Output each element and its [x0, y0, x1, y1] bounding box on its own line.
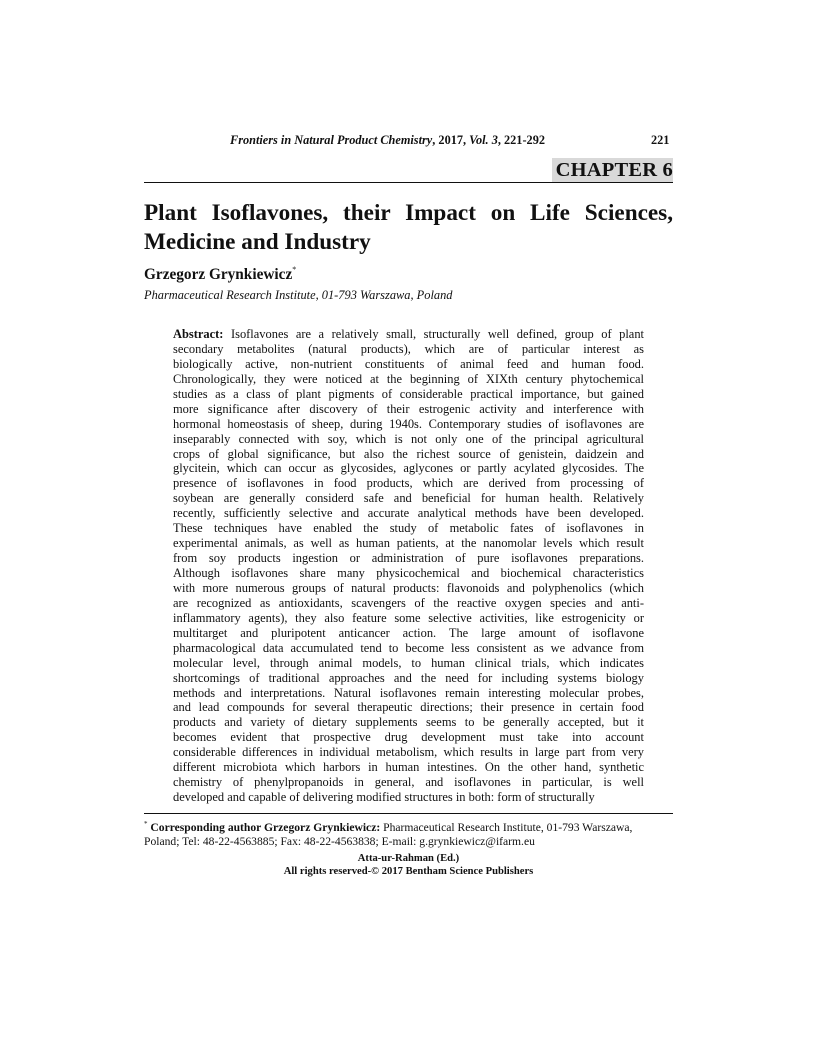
abstract-line-text: and lead compounds for several therapeutic directions; their presence in certain food: [173, 700, 644, 715]
abstract-line-text: secondary metabolites (natural products), which are of particular interest as: [173, 341, 644, 356]
footnote-mark: *: [144, 820, 148, 828]
abstract-line-text: pharmacological data accumulated tend to become less consistent as we advance from: [173, 640, 644, 655]
abstract-line: [173, 476, 644, 491]
abstract-line: [173, 342, 644, 357]
abstract-line: [173, 581, 644, 596]
abstract-line-text: biologically active, non-nutrient constituents of animal feed and human food.: [173, 356, 644, 371]
abstract-line: [173, 626, 644, 641]
abstract-line: [173, 730, 644, 745]
abstract-line: [173, 641, 644, 656]
abstract-line: [173, 506, 644, 521]
abstract-line: [173, 760, 644, 775]
abstract-line: [173, 700, 644, 715]
abstract-line-text: hormonal homeostasis of sheep, during 1940s. Contemporary studies of isoflavones are: [173, 416, 644, 431]
abstract-line: [173, 372, 644, 387]
footnote-label: Corresponding author Grzegorz Grynkiewicz:: [147, 821, 381, 834]
author-footnote-mark: *: [292, 265, 297, 274]
abstract-line: [173, 715, 644, 730]
abstract-line-text: Chronologically, they were noticed at the beginning of XIXth century phytochemical: [173, 371, 644, 386]
abstract-line-text: considerable differences in individual metabolism, which results in large part from very: [173, 745, 644, 760]
abstract-line: [173, 566, 644, 581]
journal-name: Frontiers in Natural Product Chemistry: [230, 133, 433, 147]
abstract-line: [173, 387, 644, 402]
abstract-line-text: are recognized as antioxidants, scavengers of the reactive oxygen species and anti-: [173, 595, 644, 610]
abstract-line: [173, 551, 644, 566]
journal-volume: Vol. 3: [469, 133, 498, 147]
abstract-line-text: soybean are generally considerd safe and beneficial for human health. Relatively: [173, 491, 644, 506]
editor-name: Atta-ur-Rahman (Ed.): [357, 853, 460, 864]
author-line: [144, 265, 296, 284]
header-rule: [144, 182, 673, 183]
abstract-line: [173, 447, 644, 462]
abstract-line-text: from soy products ingestion or administration of pure isoflavones preparations.: [173, 551, 644, 566]
abstract-line-text: inflammatory agents), they also feature some selective activities, like estrogenicity or: [173, 610, 644, 625]
abstract-line-text: experimental animals, as well as human patients, at the nanomolar levels which result: [173, 536, 644, 551]
abstract-line: [173, 671, 644, 686]
abstract-line-text: molecular level, through animal models, to human clinical trials, which indicates: [173, 655, 644, 670]
abstract-line-text: inseparably connected with soy, which is not only one of the principal agricultural: [173, 431, 644, 446]
author-name: Grzegorz Grynkiewicz: [144, 266, 293, 283]
copyright-line: All rights reserved-© 2017 Bentham Science Publishers: [283, 866, 534, 877]
abstract-line: [173, 536, 644, 551]
footnote-line-1: [144, 817, 673, 835]
footnote: [144, 817, 673, 849]
footnote-rule: [144, 813, 673, 814]
abstract-line-text: more significance after discovery of their estrogenic activity and interference with: [173, 401, 644, 416]
page-number: 221: [651, 133, 670, 147]
journal-year: , 2017,: [432, 133, 470, 147]
abstract-line-text: presence of isoflavones in food products, which are derived from processing of: [173, 476, 644, 491]
abstract-line: [173, 656, 644, 671]
footnote-line-2: Poland; Tel: 48-22-4563885; Fax: 48-22-4563838; E-mail: g.grynkiewicz@ifarm.eu: [144, 835, 535, 848]
abstract-label: Abstract:: [173, 327, 224, 341]
abstract-line: [173, 521, 644, 536]
footnote-address: Pharmaceutical Research Institute, 01-793 Warszawa,: [380, 821, 633, 834]
abstract-line: [173, 461, 644, 476]
abstract-line-text: crops of global significance, but also the richest source of genistein, daidzein and: [173, 446, 644, 461]
abstract-line-text: becomes evident that prospective drug development must take into account: [173, 730, 644, 745]
abstract-line: [173, 775, 644, 790]
abstract-line: [173, 327, 644, 342]
abstract-line-text: shortcomings of traditional approaches and the need for including systems biology: [173, 670, 644, 685]
abstract-line: [173, 491, 644, 506]
abstract-line-text: recently, sufficiently selective and accurate analytical methods have been developed.: [173, 506, 644, 521]
running-header: [230, 133, 560, 148]
chapter-title: Plant Isoflavones, their Impact on Life Sciences, Medicine and Industry: [144, 200, 673, 255]
abstract-line: [173, 611, 644, 626]
abstract-line-text: Isoflavones are a relatively small, structurally well defined, group of plant: [223, 327, 644, 341]
abstract-line: [173, 745, 644, 760]
abstract-line-text: studies as a class of plant pigments of considerable practical importance, but gained: [173, 386, 644, 401]
abstract-line: [173, 596, 644, 611]
abstract-line: [173, 357, 644, 372]
abstract-line: [173, 790, 644, 805]
abstract-line: [173, 402, 644, 417]
abstract-line-text: multitarget and pluripotent anticancer action. The large amount of isoflavone: [173, 625, 644, 640]
journal-pages: , 221-292: [497, 133, 545, 147]
abstract: [173, 327, 644, 805]
abstract-line-text: These techniques have enabled the study of metabolic fates of isoflavones in: [173, 521, 644, 536]
abstract-line-text: products and variety of dietary supplements seems to be generally accepted, but it: [173, 715, 644, 730]
abstract-line: [173, 417, 644, 432]
abstract-line-text: with more numerous groups of natural products: flavonoids and polyphenolics (which: [173, 580, 644, 595]
chapter-label: CHAPTER 6: [552, 158, 673, 182]
abstract-line-text: Although isoflavones share many physicochemical and biochemical characteristics: [173, 566, 644, 580]
author-affiliation: Pharmaceutical Research Institute, 01-793 Warszawa, Poland: [144, 288, 453, 302]
abstract-line: [173, 686, 644, 701]
abstract-line-text: methods and interpretations. Natural isoflavones remain interesting molecular probes,: [173, 685, 644, 700]
abstract-line-text: different microbiota which harbors in human intestines. On the other hand, synthetic: [173, 760, 644, 775]
abstract-line-text: glycitein, which can occur as glycosides, aglycones or partly acylated glycosides. The: [173, 461, 644, 476]
editor-credit: [144, 852, 673, 878]
abstract-line: [173, 432, 644, 447]
abstract-line-text: developed and capable of delivering modified structures in both: form of structurally: [173, 790, 595, 805]
abstract-line-text: chemistry of phenylpropanoids in general, and isoflavones in particular, is well: [173, 775, 644, 790]
